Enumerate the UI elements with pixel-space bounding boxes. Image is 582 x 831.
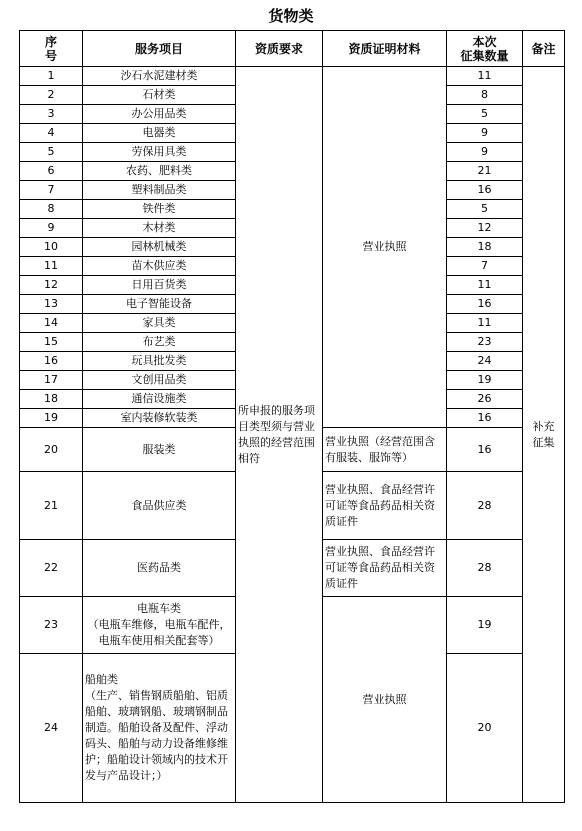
row-service: 铁件类 <box>83 200 236 219</box>
row-service: 船舶类 （生产、销售钢质船舶、铝质船舶、玻璃钢船、玻璃钢制品制造。船舶设备及配件、浮动码头、船舶与动力设备维修维护；船舶设计领域内的技术开发与产品设计；） <box>83 654 236 803</box>
header-qual-req: 资质要求 <box>236 31 323 67</box>
row-no: 15 <box>20 333 83 352</box>
row-count: 12 <box>447 219 523 238</box>
row-service: 塑料制品类 <box>83 181 236 200</box>
row-no: 23 <box>20 597 83 654</box>
row-service: 石材类 <box>83 86 236 105</box>
docs-license-food: 营业执照、食品经营许可证等食品药品相关资质证件 <box>323 472 447 540</box>
row-no: 11 <box>20 257 83 276</box>
row-count: 18 <box>447 238 523 257</box>
row-no: 10 <box>20 238 83 257</box>
table-row <box>20 67 565 86</box>
row-count: 5 <box>447 105 523 124</box>
row-service: 家具类 <box>83 314 236 333</box>
docs-license-bottom: 营业执照 <box>323 597 447 803</box>
row-count: 8 <box>447 86 523 105</box>
docs-license: 营业执照 <box>323 67 447 428</box>
row-count: 19 <box>447 371 523 390</box>
row-no: 8 <box>20 200 83 219</box>
row-count: 24 <box>447 352 523 371</box>
row-service: 苗木供应类 <box>83 257 236 276</box>
row-count: 9 <box>447 143 523 162</box>
row-no: 4 <box>20 124 83 143</box>
header-service: 服务项目 <box>83 31 236 67</box>
row-no: 12 <box>20 276 83 295</box>
row-count: 28 <box>447 540 523 597</box>
row-service: 电子智能设备 <box>83 295 236 314</box>
row-no: 18 <box>20 390 83 409</box>
row-no: 16 <box>20 352 83 371</box>
row-count: 28 <box>447 472 523 540</box>
row-no: 2 <box>20 86 83 105</box>
row-count: 5 <box>447 200 523 219</box>
qual-requirement: 所申报的服务项目类型须与营业执照的经营范围相符 <box>236 67 323 803</box>
row-no: 21 <box>20 472 83 540</box>
row-count: 21 <box>447 162 523 181</box>
row-count: 9 <box>447 124 523 143</box>
row-no: 17 <box>20 371 83 390</box>
row-service: 服装类 <box>83 428 236 472</box>
row-count: 16 <box>447 409 523 428</box>
row-no: 19 <box>20 409 83 428</box>
row-no: 24 <box>20 654 83 803</box>
row-service: 办公用品类 <box>83 105 236 124</box>
row-no: 9 <box>20 219 83 238</box>
row-count: 11 <box>447 276 523 295</box>
row-count: 20 <box>447 654 523 803</box>
row-count: 19 <box>447 597 523 654</box>
page-title: 货物类 <box>268 7 314 25</box>
row-no: 22 <box>20 540 83 597</box>
row-count: 16 <box>447 295 523 314</box>
row-no: 6 <box>20 162 83 181</box>
row-no: 3 <box>20 105 83 124</box>
remark-cell: 补充 征集 <box>523 67 565 803</box>
row-service: 玩具批发类 <box>83 352 236 371</box>
row-service: 文创用品类 <box>83 371 236 390</box>
row-service: 电瓶车类 （电瓶车维修，电瓶车配件，电瓶车使用相关配套等） <box>83 597 236 654</box>
row-service: 木材类 <box>83 219 236 238</box>
row-count: 26 <box>447 390 523 409</box>
row-service: 劳保用具类 <box>83 143 236 162</box>
row-count: 11 <box>447 67 523 86</box>
row-service: 布艺类 <box>83 333 236 352</box>
row-no: 7 <box>20 181 83 200</box>
row-count: 7 <box>447 257 523 276</box>
row-count: 16 <box>447 181 523 200</box>
goods-table <box>19 30 565 803</box>
header-remark: 备注 <box>523 31 565 67</box>
row-service: 农药、肥料类 <box>83 162 236 181</box>
row-service: 电器类 <box>83 124 236 143</box>
row-service: 日用百货类 <box>83 276 236 295</box>
row-no: 5 <box>20 143 83 162</box>
row-no: 1 <box>20 67 83 86</box>
docs-license-clothing: 营业执照（经营范围含有服装、服饰等） <box>323 428 447 472</box>
header-qual-docs: 资质证明材料 <box>323 31 447 67</box>
row-count: 16 <box>447 428 523 472</box>
row-service: 室内装修软装类 <box>83 409 236 428</box>
header-count: 本次 征集数量 <box>447 31 523 67</box>
row-service: 食品供应类 <box>83 472 236 540</box>
row-service: 园林机械类 <box>83 238 236 257</box>
row-count: 23 <box>447 333 523 352</box>
row-service: 沙石水泥建材类 <box>83 67 236 86</box>
row-service: 通信设施类 <box>83 390 236 409</box>
row-no: 20 <box>20 428 83 472</box>
row-no: 13 <box>20 295 83 314</box>
docs-license-medicine: 营业执照、食品经营许可证等食品药品相关资质证件 <box>323 540 447 597</box>
header-no: 序 号 <box>20 31 83 67</box>
row-no: 14 <box>20 314 83 333</box>
row-count: 11 <box>447 314 523 333</box>
row-service: 医药品类 <box>83 540 236 597</box>
